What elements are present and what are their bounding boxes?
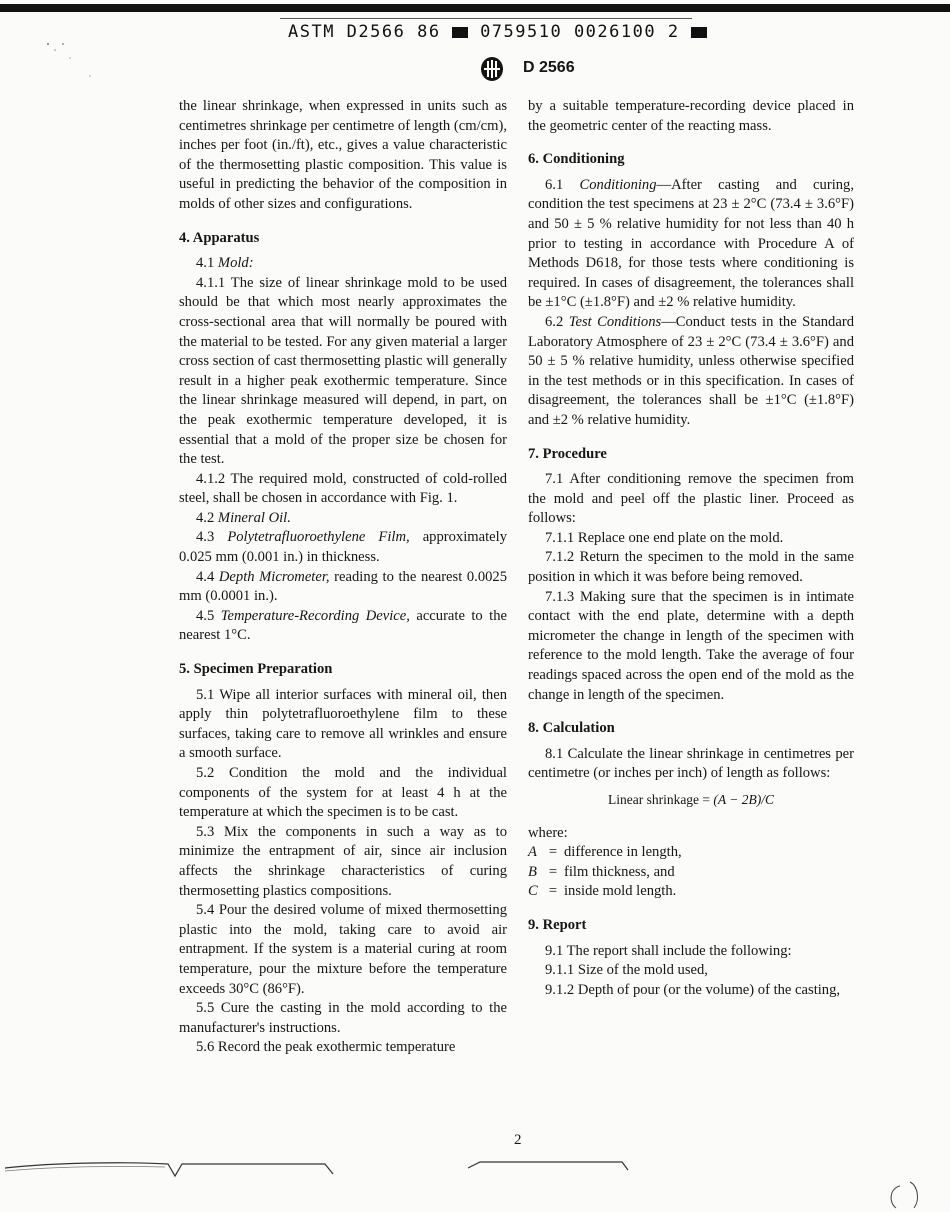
paragraph: 5.3 Mix the components in such a way as to minimize the entrapment of air, since air inclusion affects the shrinkage characteristics of curing thermosetting plastics compositions. [179, 823, 507, 899]
clause-number: 4.1 [196, 255, 215, 272]
clause-text: —Conduct tests in the Standard Laboratory Atmosphere of 23 ± 2°C (73.4 ± 3.6°F) and 50 ± 5 % relative humidity, unless otherwise specified in the test methods or in this specification. In cases of disagreement, the tolerances shall be ±1°C (±1.8°F) and ±2 % relative humidity. [528, 313, 854, 428]
document-designation: D 2566 [523, 59, 575, 76]
clause-number: 4.2 [196, 509, 215, 526]
paragraph: 5.4 Pour the desired volume of mixed thermosetting plastic into the mold, taking care to avoid air entrapment. If the system is a material curing at room temperature, pour the mixture before the temperature exceeds 30°C (86°F). [179, 902, 507, 997]
variable-item [528, 843, 854, 863]
paragraph [179, 607, 507, 646]
paragraph [179, 509, 507, 529]
clause-number: 4.5 [196, 607, 215, 624]
clause-number: 4.4 [196, 568, 215, 585]
paragraph [179, 254, 507, 274]
page-number: 2 [514, 1132, 522, 1148]
clause-text: —After casting and curing, condition the test specimens at 23 ± 2°C (73.4 ± 3.6°F) and 50 ± 5 % relative humidity for not less than 40 h prior to testing in accordance with Procedure A of Methods D618, for those tests where conditioning is required. In cases of disagreement, the tolerances shall be ±1°C (±1.8°F) and ±2 % relative humidity. [528, 176, 854, 311]
variable-symbol: B [528, 863, 537, 880]
variable-description: difference in length, [564, 844, 682, 861]
variable-list [528, 843, 854, 902]
paragraph: 9.1 The report shall include the following: [545, 942, 792, 959]
variable-symbol: A [528, 844, 537, 861]
clause-title: Temperature-Recording Device, [220, 607, 410, 624]
paragraph: 8.1 Calculate the linear shrinkage in centimetres per centimetre (or inches per inch) of length as follows: [528, 745, 854, 782]
section-heading: 6. Conditioning [528, 151, 625, 168]
clause-title: Polytetrafluoroethylene Film, [227, 529, 410, 546]
clause-number: 4.3 [196, 529, 215, 546]
paragraph: 5.1 Wipe all interior surfaces with mineral oil, then apply thin polytetrafluoroethylene film to these surfaces, taking care to remove all wrinkles and ensure a smooth surface. [179, 686, 507, 762]
variable-symbol: C [528, 883, 538, 900]
stamp-code: 0759510 0026100 2 [480, 22, 680, 42]
variable-equals: = [548, 883, 558, 900]
clause-text: reading to the nearest 0.0025 mm (0.0001 in.). [179, 568, 508, 605]
variable-equals: = [548, 863, 558, 880]
paragraph: 4.1.2 The required mold, constructed of cold-rolled steel, shall be chosen in accordance with Fig. 1. [179, 470, 507, 507]
left-column [179, 97, 507, 1058]
clause-text: accurate to the nearest 1°C. [179, 607, 507, 644]
paragraph: 7.1.2 Return the specimen to the mold in the same position in which it was before being removed. [528, 549, 854, 586]
scan-specks [30, 30, 110, 90]
where-label: where: [528, 824, 568, 841]
section-heading: 9. Report [528, 916, 587, 933]
clause-title: Test Conditions [568, 313, 662, 330]
clause-text: approximately 0.025 mm (0.001 in.) in thickness. [179, 529, 507, 566]
section-heading: 8. Calculation [528, 720, 615, 737]
variable-item [528, 863, 854, 883]
clause-title: Depth Micrometer, [218, 568, 330, 585]
paragraph [528, 176, 854, 313]
variable-description: inside mold length. [564, 883, 677, 900]
paragraph: 7.1 After conditioning remove the specimen from the mold and peel off the plastic liner. Proceed as follows: [528, 471, 854, 527]
paragraph [528, 313, 854, 431]
paragraph: 7.1.3 Making sure that the specimen is in intimate contact with the end plate, determine with a depth micrometer the change in length of the specimen with reference to the mold length. Take the average of four readings spaced across the open end of the mold as the change in length of the specimen. [528, 588, 854, 703]
stamp-block-mark [691, 27, 707, 38]
paragraph: 7.1.1 Replace one end plate on the mold. [545, 529, 784, 546]
paragraph: 5.2 Condition the mold and the individual components of the system for at least 4 h at the temperature at which the specimen is to be cast. [179, 765, 507, 821]
formula-label: Linear shrinkage = [607, 792, 714, 807]
section-heading: 5. Specimen Preparation [179, 661, 333, 678]
variable-description: film thickness, and [564, 863, 675, 880]
document-stamp [288, 22, 707, 42]
paragraph [179, 528, 507, 567]
stamp-block-mark [452, 27, 468, 38]
scan-top-bar [0, 4, 950, 12]
paragraph: 4.1.1 The size of linear shrinkage mold to be used should be that which most nearly approximates the cross-sectional area that will normally be poured with the material to be tested. For any given material a larger cross section of cast thermosetting plastic will generally result in a higher peak exothermic temperature. Since the linear shrinkage measured will depend, in part, on the peak exothermic temperature developed, it is essential that a mold of the proper size be chosen for the test. [179, 274, 507, 468]
paragraph: 5.5 Cure the casting in the mold according to the manufacturer's instructions. [179, 1000, 507, 1036]
clause-title: Mineral Oil. [217, 509, 291, 526]
clause-number: 6.2 [545, 313, 564, 330]
scan-margin-marks [0, 1150, 950, 1212]
section-heading: 7. Procedure [528, 445, 607, 462]
paragraph: by a suitable temperature-recording device placed in the geometric center of the reacting mass. [528, 98, 854, 134]
paragraph: 9.1.1 Size of the mold used, [545, 962, 708, 979]
section-heading: 4. Apparatus [179, 229, 260, 246]
stamp-designation: ASTM D2566 86 [288, 22, 441, 42]
paragraph: 9.1.2 Depth of pour (or the volume) of the casting, [545, 981, 841, 998]
variable-item [528, 882, 854, 902]
shrinkage-formula [528, 790, 854, 810]
clause-title: Mold: [217, 255, 254, 272]
formula-expression: (A − 2B)/C [713, 792, 775, 807]
paragraph [179, 568, 507, 607]
astm-logo-icon [480, 56, 504, 82]
scan-rule [280, 18, 692, 19]
clause-title: Conditioning [579, 176, 657, 193]
right-column [528, 97, 854, 1000]
paragraph: the linear shrinkage, when expressed in units such as centimetres shrinkage per centimetre of length (cm/cm), inches per foot (in./ft), etc., gives a value characteristic of the thermosetting plastic composition. This value is useful in predicting the behavior of the composition in molds of other sizes and configurations. [179, 98, 507, 212]
paragraph: 5.6 Record the peak exothermic temperature [196, 1039, 456, 1056]
clause-number: 6.1 [545, 176, 564, 193]
variable-equals: = [548, 844, 558, 861]
